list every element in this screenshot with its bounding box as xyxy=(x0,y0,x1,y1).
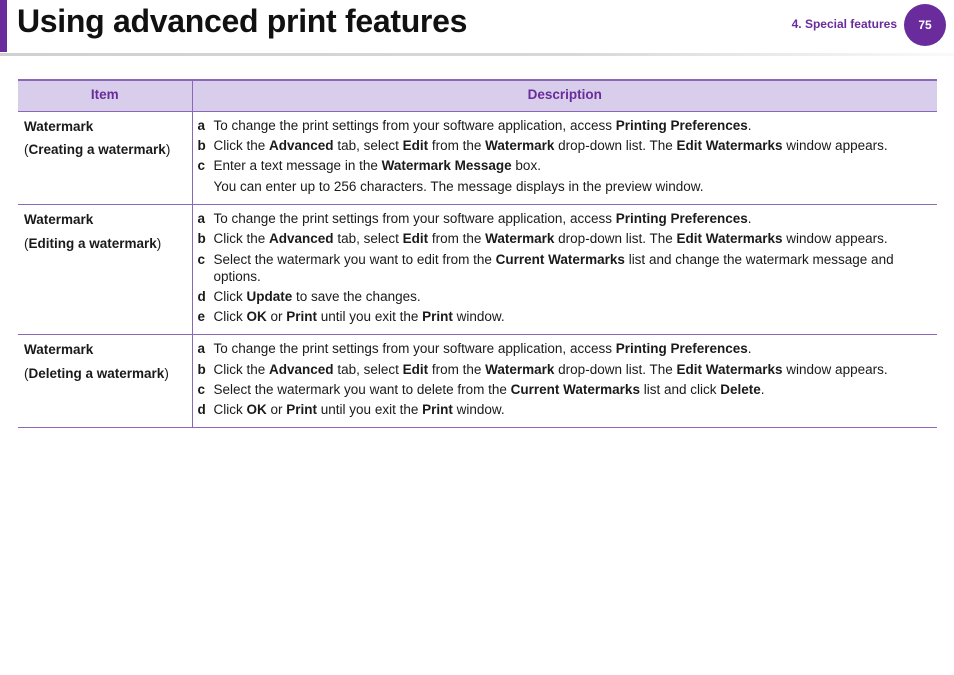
ui-term: Update xyxy=(246,289,293,304)
step-text-part: . xyxy=(747,117,752,133)
item-subtitle xyxy=(24,236,186,253)
step-text xyxy=(214,289,932,306)
step-text xyxy=(214,138,932,155)
item-cell xyxy=(18,205,192,335)
ui-term: Printing Preferences xyxy=(615,117,748,133)
ui-term: Printing Preferences xyxy=(615,341,748,357)
step-text xyxy=(214,309,932,326)
step-text xyxy=(214,211,932,228)
step-text xyxy=(214,158,932,196)
ui-term: Edit xyxy=(402,361,429,377)
step-text xyxy=(214,402,932,419)
step-text-part: Click the xyxy=(213,137,270,153)
paren-open: ( xyxy=(24,235,29,251)
step-text xyxy=(214,252,932,286)
step-text-part: window appears. xyxy=(782,137,888,153)
page-number-badge: 75 xyxy=(904,4,946,46)
ui-term: Current Watermarks xyxy=(510,382,640,397)
ui-term: OK xyxy=(246,402,267,418)
step-item xyxy=(198,252,932,286)
step-text-part: tab, select xyxy=(333,231,403,247)
ui-term: Edit Watermarks xyxy=(676,231,783,247)
ui-term: Delete xyxy=(720,382,761,397)
description-cell xyxy=(192,205,937,335)
table-row xyxy=(18,205,937,335)
step-text-part: To change the print settings from your software application, access xyxy=(213,341,616,357)
step-text-part: from the xyxy=(428,137,486,153)
step-text-part: or xyxy=(266,402,287,418)
step-text-part: or xyxy=(266,309,287,325)
step-item xyxy=(198,211,932,228)
step-letter: c xyxy=(197,251,206,267)
step-letter: a xyxy=(197,211,206,226)
step-text-part: To change the print settings from your software application, access xyxy=(213,117,616,133)
step-note: You can enter up to 256 characters. The message displays in the preview window. xyxy=(213,179,704,195)
step-text-part: until you exit the xyxy=(317,402,423,418)
step-text-part: window. xyxy=(452,309,505,325)
ui-term: Edit Watermarks xyxy=(676,361,783,377)
item-subtitle xyxy=(24,142,186,159)
step-text-part: Click the xyxy=(213,231,270,247)
step-text-part: . xyxy=(747,341,752,357)
ui-term: Edit xyxy=(402,137,429,153)
ui-term: Edit xyxy=(402,231,429,247)
step-item xyxy=(198,138,932,155)
column-header-description: Description xyxy=(192,80,937,111)
step-text xyxy=(214,118,932,135)
item-cell xyxy=(18,335,192,428)
step-text-part: window. xyxy=(452,402,505,418)
ui-term: Watermark Message xyxy=(381,158,512,174)
step-text-part: To change the print settings from your software application, access xyxy=(213,211,616,226)
step-letter: c xyxy=(197,158,206,174)
step-item xyxy=(198,158,932,196)
description-cell xyxy=(192,111,937,205)
column-header-item: Item xyxy=(18,80,192,111)
step-item xyxy=(198,362,932,379)
paren-open: ( xyxy=(24,366,29,382)
step-text-part: Click xyxy=(213,309,247,325)
step-item xyxy=(198,382,932,399)
step-letter: c xyxy=(197,382,206,397)
step-text-part: list and change the watermark message and options. xyxy=(213,251,894,284)
step-text-part: until you exit the xyxy=(317,309,423,325)
paren-open: ( xyxy=(24,142,29,158)
step-text-part: drop-down list. The xyxy=(554,137,677,153)
step-text-part: Click the xyxy=(213,361,270,377)
step-letter: e xyxy=(197,309,206,325)
step-letter: a xyxy=(197,117,206,133)
step-item xyxy=(198,231,932,248)
description-cell xyxy=(192,335,937,428)
item-subtitle xyxy=(24,366,186,383)
ui-term: Print xyxy=(422,309,453,325)
item-name: Watermark xyxy=(24,118,94,134)
item-cell xyxy=(18,111,192,205)
step-text-part: box. xyxy=(511,158,541,174)
item-name: Watermark xyxy=(24,342,94,358)
step-text-part: tab, select xyxy=(333,137,403,153)
page-title: Using advanced print features xyxy=(17,3,468,39)
step-text-part: . xyxy=(760,382,765,397)
step-text-part: Click xyxy=(213,289,247,304)
step-item xyxy=(198,402,932,419)
item-subtitle-text: Editing a watermark xyxy=(28,235,157,251)
ui-term: OK xyxy=(246,309,267,325)
paren-close: ) xyxy=(156,235,162,251)
step-text xyxy=(214,382,932,399)
paren-close: ) xyxy=(164,366,169,382)
title-accent-bar xyxy=(0,0,7,52)
table-row xyxy=(18,335,937,428)
step-text-part: window appears. xyxy=(782,231,888,247)
ui-term: Printing Preferences xyxy=(615,211,748,226)
table-row xyxy=(18,111,937,205)
step-letter: b xyxy=(197,137,206,153)
ui-term: Edit Watermarks xyxy=(676,137,783,153)
step-text-part: tab, select xyxy=(333,361,403,377)
ui-term: Advanced xyxy=(269,231,334,247)
step-text-part: to save the changes. xyxy=(292,289,421,304)
paren-close: ) xyxy=(165,142,171,158)
step-letter: b xyxy=(197,361,206,377)
step-text xyxy=(214,362,932,379)
step-letter: b xyxy=(197,231,206,247)
step-text xyxy=(214,341,932,358)
step-text-part: Click xyxy=(213,402,247,418)
step-text-part: list and click xyxy=(639,382,721,397)
step-text-part: window appears. xyxy=(782,361,888,377)
step-text-part: drop-down list. The xyxy=(554,361,677,377)
step-text-part: drop-down list. The xyxy=(554,231,677,247)
ui-term: Current Watermarks xyxy=(495,251,625,267)
ui-term: Print xyxy=(422,402,453,418)
table-header-row xyxy=(18,80,937,111)
step-text xyxy=(214,231,932,248)
item-subtitle-text: Creating a watermark xyxy=(28,142,166,158)
ui-term: Advanced xyxy=(269,137,334,153)
item-subtitle-text: Deleting a watermark xyxy=(28,366,165,382)
step-item xyxy=(198,289,932,306)
title-divider xyxy=(0,53,954,56)
step-item xyxy=(198,309,932,326)
ui-term: Watermark xyxy=(485,361,555,377)
step-item xyxy=(198,118,932,135)
step-text-part: from the xyxy=(428,231,486,247)
step-letter: d xyxy=(197,402,206,418)
step-text-part: Select the watermark you want to delete from the xyxy=(213,382,511,397)
ui-term: Print xyxy=(286,309,318,325)
step-text-part: from the xyxy=(428,361,486,377)
item-name: Watermark xyxy=(24,212,94,227)
step-text-part: Enter a text message in the xyxy=(213,158,382,174)
step-text-part: Select the watermark you want to edit from the xyxy=(213,251,496,267)
ui-term: Advanced xyxy=(269,361,334,377)
step-text-part: . xyxy=(747,211,752,226)
ui-term: Print xyxy=(286,402,318,418)
ui-term: Watermark xyxy=(485,231,555,247)
step-letter: d xyxy=(197,289,206,304)
step-letter: a xyxy=(197,341,206,357)
watermark-table xyxy=(18,79,937,428)
step-item xyxy=(198,341,932,358)
ui-term: Watermark xyxy=(485,137,555,153)
chapter-label: 4. Special features xyxy=(791,17,897,31)
